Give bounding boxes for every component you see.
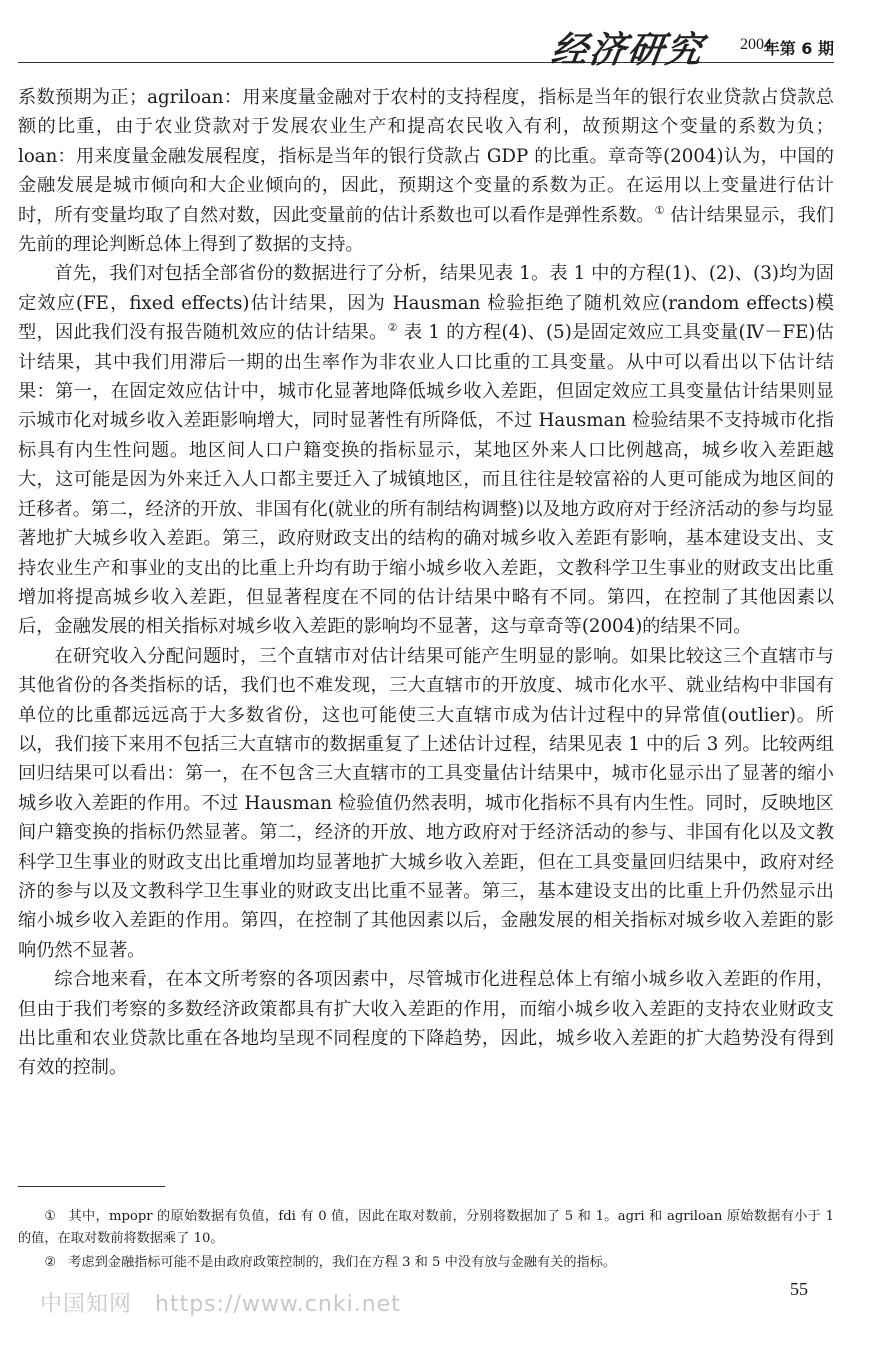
footnotes (18, 1206, 834, 1276)
paragraph-1 (18, 83, 834, 259)
footnote-2-text: 考虑到金融指标可能不是由政府政策控制的，我们在方程 3 和 5 中没有放与金融有关的指标。 (68, 1255, 617, 1270)
footnote-divider (18, 1186, 165, 1187)
issue-label: 年第 6 期 (763, 39, 834, 58)
body-text (18, 83, 834, 1083)
footnote-1-text: 其中，mpopr 的原始数据有负值，fdi 有 0 值，因此在取对数前，分别将数据加了 5 和 1。agri 和 agriloan 原始数据有小于 1 的值，在取对数前将数据乘了 10。 (18, 1209, 834, 1246)
issue-year: 2004 (740, 36, 772, 53)
paragraph-1-text: 系数预期为正；agriloan：用来度量金融对于农村的支持程度，指标是当年的银行农业贷款占贷款总额的比重，由于农业贷款对于发展农业生产和提高农民收入有利，故预期这个变量的系数为负；loan：用来度量金融发展程度，指标是当年的银行贷款占 GDP 的比重。章奇等(2004)认为，中国的金融发展是城市倾向和大企业倾向的，因此，预期这个变量的系数为正。在运用以上变量进行估计时，所有变量均取了自然对数，因此变量前的估计系数也可以看作是弹性系数。 (18, 87, 834, 226)
paragraph-2-text-cont: 表 1 的方程(4)、(5)是固定效应工具变量(Ⅳ－FE)估计结果，其中我们用滞后一期的出生率作为非农业人口比重的工具变量。从中可以看出以下估计结果：第一，在固定效应估计中，城市化显著地降低城乡收入差距，但固定效应工具变量估计结果则显示城市化对城乡收入差距影响增大，同时显著性有所降低，不过 Hausman 检验结果不支持城市化指标具有内生性问题。地区间人口户籍变换的指标显示，某地区外来人口比例越高，城乡收入差距越大，这可能是因为外来迁入人口都主要迁入了城镇地区，而且往往是较富裕的人更可能成为地区间的迁移者。第二，经济的开放、非国有化(就业的所有制结构调整)以及地方政府对于经济活动的参与均显著地扩大城乡收入差距。第三，政府财政支出的结构的确对城乡收入差距有影响，基本建设支出、支持农业生产和事业的支出的比重上升均有助于缩小城乡收入差距，文教科学卫生事业的财政支出比重增加将提高城乡收入差距，但显著程度在不同的估计结果中略有不同。第四，在控制了其他因素以后，金融发展的相关指标对城乡收入差距的影响均不显著，这与章奇等(2004)的结果不同。 (18, 322, 834, 638)
running-header (18, 18, 834, 71)
footnote-2 (18, 1252, 834, 1274)
paragraph-2 (18, 259, 834, 641)
page-number: 55 (790, 1279, 808, 1299)
paragraph-1-text-cont: 估计结果显示，我们先前的理论判断总体上得到了数据的支持。 (18, 204, 834, 256)
footnote-2-marker: ② (44, 1255, 57, 1270)
footnote-1 (18, 1206, 834, 1250)
footnote-ref-1[interactable]: ① (654, 203, 665, 217)
journal-logo: 经济研究 (548, 29, 707, 71)
footnote-1-marker: ① (44, 1209, 57, 1224)
paragraph-3: 在研究收入分配问题时，三个直辖市对估计结果可能产生明显的影响。如果比较这三个直辖市与其他省份的各类指标的话，我们也不难发现，三大直辖市的开放度、城市化水平、就业结构中非国有单位的比重都远远高于大多数省份，这也可能使三大直辖市成为估计过程中的异常值(outlier)。所以，我们接下来用不包括三大直辖市的数据重复了上述估计过程，结果见表 1 中的后 3 列。比较两组回归结果可以看出：第一，在不包含三大直辖市的工具变量估计结果中，城市化显示出了显著的缩小城乡收入差距的作用。不过 Hausman 检验值仍然表明，城市化指标不具有内生性。同时，反映地区间户籍变换的指标仍然显著。第二，经济的开放、地方政府对于经济活动的参与、非国有化以及文教科学卫生事业的财政支出比重增加均显著地扩大城乡收入差距，但在工具变量回归结果中，政府对经济的参与以及文教科学卫生事业的财政支出比重不显著。第三，基本建设支出的比重上升仍然显示出缩小城乡收入差距的作用。第四，在控制了其他因素以后，金融发展的相关指标对城乡收入差距的影响仍然不显著。 (18, 645, 834, 961)
footnote-ref-2[interactable]: ② (387, 321, 398, 335)
watermark: 中国知网 https://www.cnki.net (40, 1292, 401, 1317)
paragraph-2-text: 首先，我们对包括全部省份的数据进行了分析，结果见表 1。表 1 中的方程(1)、(2)、(3)均为固定效应(FE，fixed effects)估计结果，因为 Hausman 检验拒绝了随机效应(random effects)模型，因此我们没有报告随机效应的估计结果。 (18, 263, 834, 344)
paragraph-4: 综合地来看，在本文所考察的各项因素中，尽管城市化进程总体上有缩小城乡收入差距的作用，但由于我们考察的多数经济政策都具有扩大收入差距的作用，而缩小城乡收入差距的支持农业财政支出比重和农业贷款比重在各地均呈现不同程度的下降趋势，因此，城乡收入差距的扩大趋势没有得到有效的控制。 (18, 969, 834, 1079)
